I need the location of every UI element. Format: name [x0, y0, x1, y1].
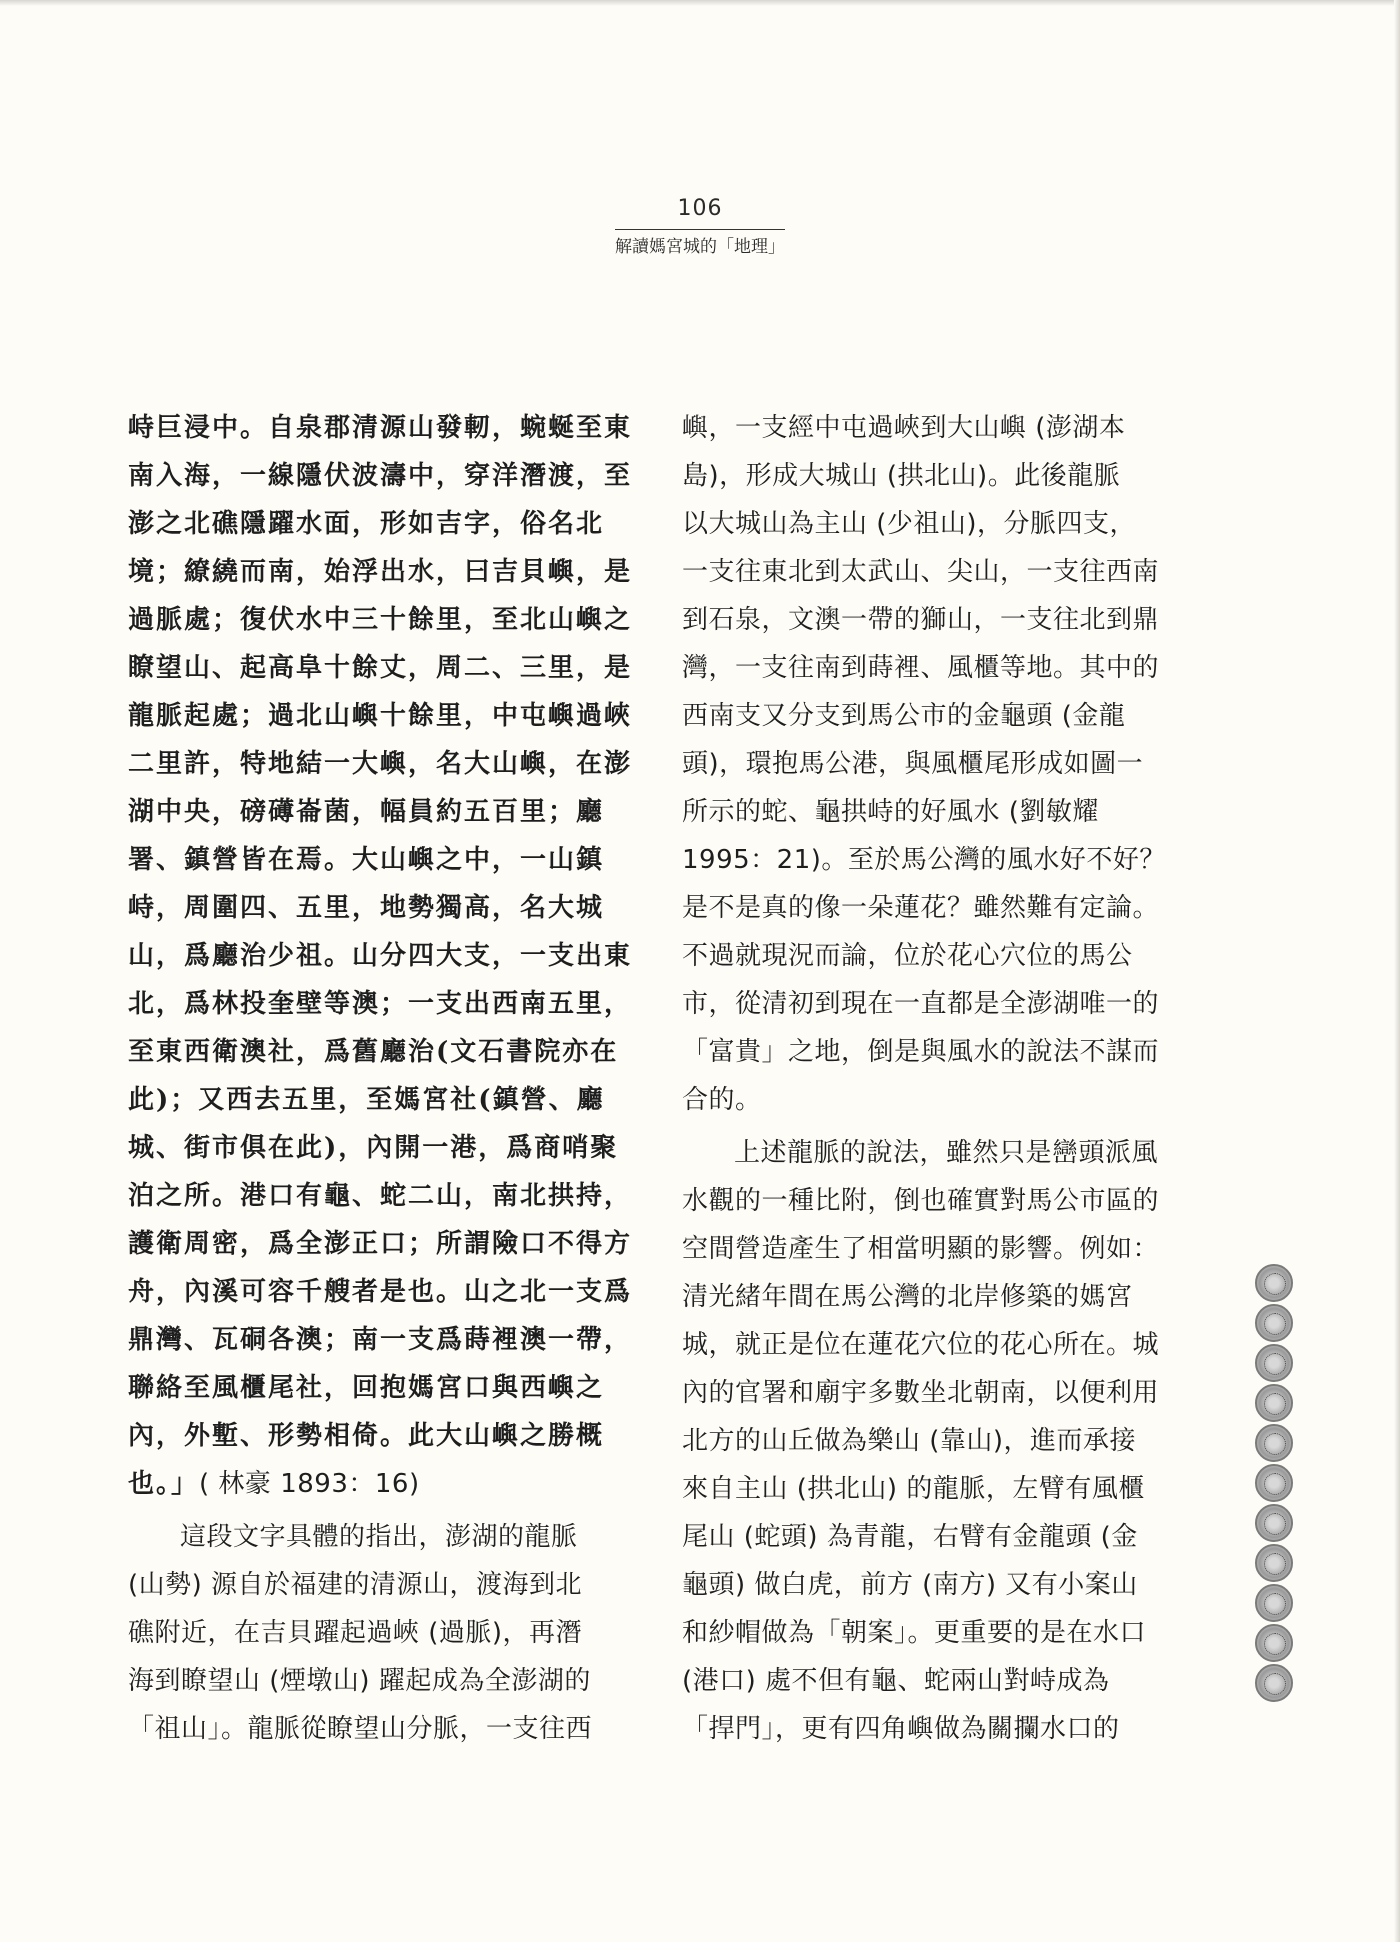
paragraph-line: 是不是真的像一朵蓮花？雖然難有定論。 — [682, 893, 1160, 923]
quote-line: 過脈處；復伏水中三十餘里，至北山嶼之 — [128, 605, 633, 635]
paragraph-line: 城，就正是位在蓮花穴位的花心所在。城 — [682, 1330, 1160, 1360]
paragraph-line: 「祖山」。龍脈從瞭望山分脈，一支往西 — [128, 1714, 593, 1744]
quote-line: 境；繚繞而南，始浮出水，曰吉貝嶼，是 — [128, 557, 633, 587]
quote-closing-line — [128, 1460, 590, 1508]
paragraph-line: 「富貴」之地，倒是與風水的說法不謀而 — [682, 1037, 1160, 1067]
page-number: 106 — [677, 196, 723, 221]
paragraph-line: 不過就現況而論，位於花心穴位的馬公 — [682, 941, 1133, 971]
paragraph-line: 灣，一支往南到蒔裡、風櫃等地。其中的 — [682, 653, 1160, 683]
seal-icon — [1255, 1464, 1293, 1502]
quote-line: 鼎灣、瓦硐各澳；南一支爲蒔裡澳一帶， — [128, 1325, 633, 1355]
right-column — [682, 404, 1166, 1753]
quote-line: 北，爲林投奎壁等澳；一支出西南五里， — [128, 989, 633, 1019]
quote-line: 山，爲廳治少祖。山分四大支，一支出東 — [128, 941, 633, 971]
header-divider — [615, 229, 785, 230]
quote-line: 澎之北礁隱躍水面，形如吉字，俗名北 — [128, 509, 605, 539]
paragraph-line: 西南支又分支到馬公市的金龜頭 (金龍 — [682, 701, 1126, 731]
seal-icon — [1255, 1424, 1293, 1462]
quote-line: 龍脈起處；過北山嶼十餘里，中屯嶼過峽 — [128, 701, 633, 731]
quote-line: 二里許，特地結一大嶼，名大山嶼，在澎 — [128, 749, 633, 779]
page-header — [0, 192, 1400, 260]
paragraph-line: (山勢) 源自於福建的清源山，渡海到北 — [128, 1570, 583, 1600]
citation: ( 林豪 1893：16) — [199, 1469, 420, 1499]
quote-line: 城、街市俱在此)，內開一港，爲商哨聚 — [128, 1133, 619, 1163]
seal-icon — [1255, 1544, 1293, 1582]
paragraph-line: 「捍門」，更有四角嶼做為關攔水口的 — [682, 1714, 1120, 1744]
paragraph-line: 所示的蛇、龜拱峙的好風水 (劉敏耀 — [682, 797, 1099, 827]
paragraph-line: 空間營造產生了相當明顯的影響。例如： — [682, 1234, 1160, 1264]
quote-line: 至東西衛澳社，爲舊廳治(文石書院亦在 — [128, 1037, 619, 1067]
paragraph-line: 島)，形成大城山 (拱北山)。此後龍脈 — [682, 461, 1121, 491]
paragraph-line: 這段文字具體的指出，澎湖的龍脈 — [180, 1522, 578, 1552]
paragraph-line: 清光緒年間在馬公灣的北岸修築的媽宮 — [682, 1282, 1133, 1312]
paragraph-line: 北方的山丘做為樂山 (靠山)，進而承接 — [682, 1426, 1137, 1456]
quote-line: 峙，周圍四、五里，地勢獨高，名大城 — [128, 893, 605, 923]
quote-end: 也。」 — [128, 1469, 200, 1499]
quote-line: 泊之所。港口有龜、蛇二山，南北拱持， — [128, 1181, 633, 1211]
quote-line: 瞭望山、起高阜十餘丈，周二、三里，是 — [128, 653, 633, 683]
seal-icon — [1255, 1384, 1293, 1422]
quote-line: 署、鎮營皆在焉。大山嶼之中，一山鎮 — [128, 845, 605, 875]
quote-line: 峙巨浸中。自泉郡清源山發軔，蜿蜒至東 — [128, 413, 633, 443]
paragraph-line: 到石泉，文澳一帶的獅山，一支往北到鼎 — [682, 605, 1160, 635]
paragraph-line: 1995：21)。至於馬公灣的風水好不好？ — [682, 845, 1166, 875]
paragraph-line: 合的。 — [682, 1085, 762, 1115]
margin-seal-decoration — [1252, 1264, 1296, 1704]
paragraph-line: 海到瞭望山 (煙墩山) 躍起成為全澎湖的 — [128, 1666, 591, 1696]
quote-line: 南入海，一線隱伏波濤中，穿洋潛渡，至 — [128, 461, 633, 491]
quote-line: 此)；又西去五里，至媽宮社(鎮營、廳 — [128, 1085, 605, 1115]
seal-icon — [1255, 1264, 1293, 1302]
paragraph-line: 頭)，環抱馬公港，與風櫃尾形成如圖一 — [682, 749, 1144, 779]
running-title: 解讀媽宮城的「地理」 — [615, 237, 785, 257]
quote-line: 聯絡至風櫃尾社，回抱媽宮口與西嶼之 — [128, 1373, 605, 1403]
paragraph-line: 內的官署和廟宇多數坐北朝南，以便利用 — [682, 1378, 1160, 1408]
paragraph-line: 嶼，一支經中屯過峽到大山嶼 (澎湖本 — [682, 413, 1126, 443]
paragraph-line: 來自主山 (拱北山) 的龍脈，左臂有風櫃 — [682, 1474, 1145, 1504]
paragraph-line: 市，從清初到現在一直都是全澎湖唯一的 — [682, 989, 1160, 1019]
seal-icon — [1255, 1304, 1293, 1342]
paragraph-line: 礁附近，在吉貝躍起過峽 (過脈)，再潛 — [128, 1618, 583, 1648]
paragraph-line: 上述龍脈的說法，雖然只是巒頭派風 — [734, 1138, 1159, 1168]
quote-line: 護衛周密，爲全澎正口；所謂險口不得方 — [128, 1229, 633, 1259]
left-column — [128, 404, 633, 1753]
seal-icon — [1255, 1664, 1293, 1702]
paragraph-line: 一支往東北到太武山、尖山，一支往西南 — [682, 557, 1160, 587]
paragraph-line: 水觀的一種比附，倒也確實對馬公市區的 — [682, 1186, 1160, 1216]
seal-icon — [1255, 1504, 1293, 1542]
seal-icon — [1255, 1624, 1293, 1662]
seal-icon — [1255, 1584, 1293, 1622]
paragraph-line: 和紗帽做為「朝案」。更重要的是在水口 — [682, 1618, 1147, 1648]
seal-icon — [1255, 1344, 1293, 1382]
paragraph-line: (港口) 處不但有龜、蛇兩山對峙成為 — [682, 1666, 1110, 1696]
paragraph-line: 龜頭) 做白虎，前方 (南方) 又有小案山 — [682, 1570, 1138, 1600]
quote-line: 湖中央，磅礡崙菌，幅員約五百里；廳 — [128, 797, 605, 827]
paragraph-line: 以大城山為主山 (少祖山)，分脈四支， — [682, 509, 1137, 539]
scan-border-top — [0, 0, 1400, 6]
paragraph-line: 尾山 (蛇頭) 為青龍，右臂有金龍頭 (金 — [682, 1522, 1138, 1552]
quote-line: 內，外塹、形勢相倚。此大山嶼之勝概 — [128, 1421, 605, 1451]
quote-line: 舟，內溪可容千艘者是也。山之北一支爲 — [128, 1277, 633, 1307]
scan-border-right — [1394, 0, 1400, 1942]
